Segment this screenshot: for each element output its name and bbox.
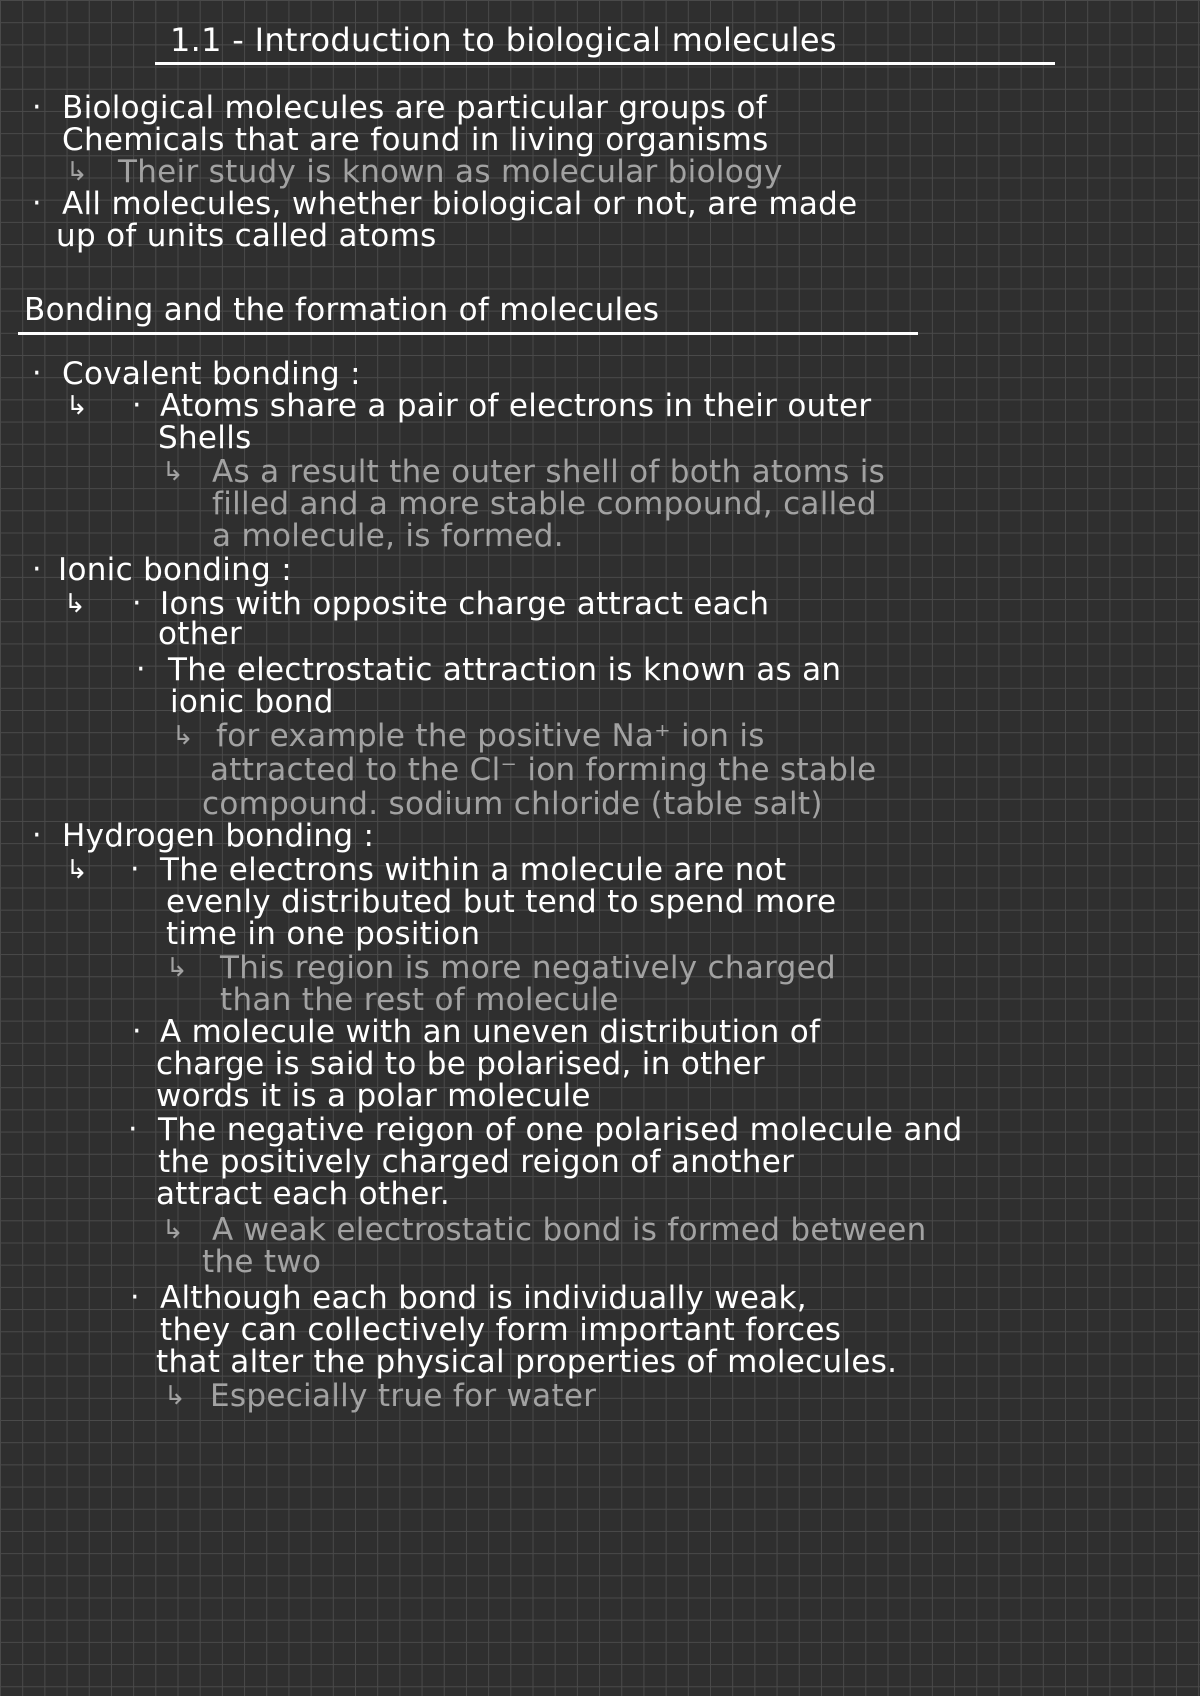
covalent-text: Shells: [158, 420, 252, 456]
bullet: ·: [132, 388, 142, 423]
ionic-text: Ions with opposite charge attract each: [160, 586, 770, 622]
hook-arrow-icon: ↳: [172, 721, 194, 751]
ionic-text: The electrostatic attraction is known as an: [168, 652, 842, 688]
hook-arrow-icon: ↳: [164, 1381, 186, 1411]
hydrogen-text: words it is a polar molecule: [156, 1078, 591, 1114]
hydrogen-text: they can collectively form important forces: [160, 1312, 842, 1348]
hydrogen-text: The electrons within a molecule are not: [160, 852, 787, 888]
hydrogen-text: A molecule with an uneven distribution of: [160, 1014, 821, 1050]
page-title: 1.1 - Introduction to biological molecules: [170, 21, 837, 59]
covalent-text: Atoms share a pair of electrons in their outer: [160, 388, 872, 424]
bullet: ·: [32, 818, 42, 853]
hook-arrow-icon: ↳: [64, 589, 86, 619]
ionic-heading: Ionic bonding :: [58, 552, 292, 588]
intro-text: All molecules, whether biological or not, are made: [62, 186, 858, 222]
bullet: ·: [130, 852, 140, 887]
hook-arrow-icon: ↳: [162, 457, 184, 487]
bullet: ·: [130, 1280, 140, 1315]
hydrogen-note: A weak electrostatic bond is formed between: [212, 1212, 927, 1248]
hydrogen-heading: Hydrogen bonding :: [62, 818, 375, 854]
covalent-note: As a result the outer shell of both atoms is: [212, 454, 886, 490]
hydrogen-text: Although each bond is individually weak,: [160, 1280, 807, 1316]
hook-arrow-icon: ↳: [166, 953, 188, 983]
hook-arrow-icon: ↳: [66, 391, 88, 421]
hydrogen-note: than the rest of molecule: [220, 982, 619, 1018]
bullet: ·: [128, 1112, 138, 1147]
ionic-note: compound. sodium chloride (table salt): [202, 786, 823, 822]
bullet: ·: [32, 356, 42, 391]
bullet: ·: [32, 186, 42, 221]
bullet: ·: [136, 652, 146, 687]
hook-arrow-icon: ↳: [162, 1215, 184, 1245]
hydrogen-text: charge is said to be polarised, in other: [156, 1046, 765, 1082]
section-heading: Bonding and the formation of molecules: [24, 292, 660, 328]
ionic-text: other: [158, 616, 243, 652]
section-underline: [18, 332, 918, 335]
covalent-heading: Covalent bonding :: [62, 356, 361, 392]
hydrogen-text: The negative reigon of one polarised molecule and: [158, 1112, 963, 1148]
hydrogen-text: attract each other.: [156, 1176, 451, 1212]
ionic-note: for example the positive Na⁺ ion is: [216, 718, 765, 754]
hook-arrow-icon: ↳: [66, 855, 88, 885]
title-underline: [155, 62, 1055, 65]
bullet: ·: [132, 586, 142, 621]
intro-note: Their study is known as molecular biology: [118, 154, 783, 190]
hydrogen-note: the two: [202, 1244, 322, 1280]
intro-text: Biological molecules are particular groups of: [62, 90, 767, 126]
covalent-note: a molecule, is formed.: [212, 518, 564, 554]
bullet: ·: [132, 1014, 142, 1049]
bullet: ·: [32, 552, 42, 587]
intro-text: up of units called atoms: [56, 218, 437, 254]
hydrogen-note: This region is more negatively charged: [220, 950, 836, 986]
hydrogen-note: Especially true for water: [210, 1378, 597, 1414]
ionic-text: ionic bond: [170, 684, 334, 720]
covalent-note: filled and a more stable compound, called: [212, 486, 877, 522]
bullet: ·: [32, 90, 42, 125]
ionic-note: attracted to the Cl⁻ ion forming the stable: [210, 752, 877, 788]
hydrogen-text: the positively charged reigon of another: [158, 1144, 795, 1180]
hydrogen-text: evenly distributed but tend to spend more: [166, 884, 837, 920]
intro-text: Chemicals that are found in living organisms: [62, 122, 769, 158]
hook-arrow-icon: ↳: [66, 157, 88, 187]
hydrogen-text: time in one position: [166, 916, 481, 952]
hydrogen-text: that alter the physical properties of molecules.: [156, 1344, 898, 1380]
